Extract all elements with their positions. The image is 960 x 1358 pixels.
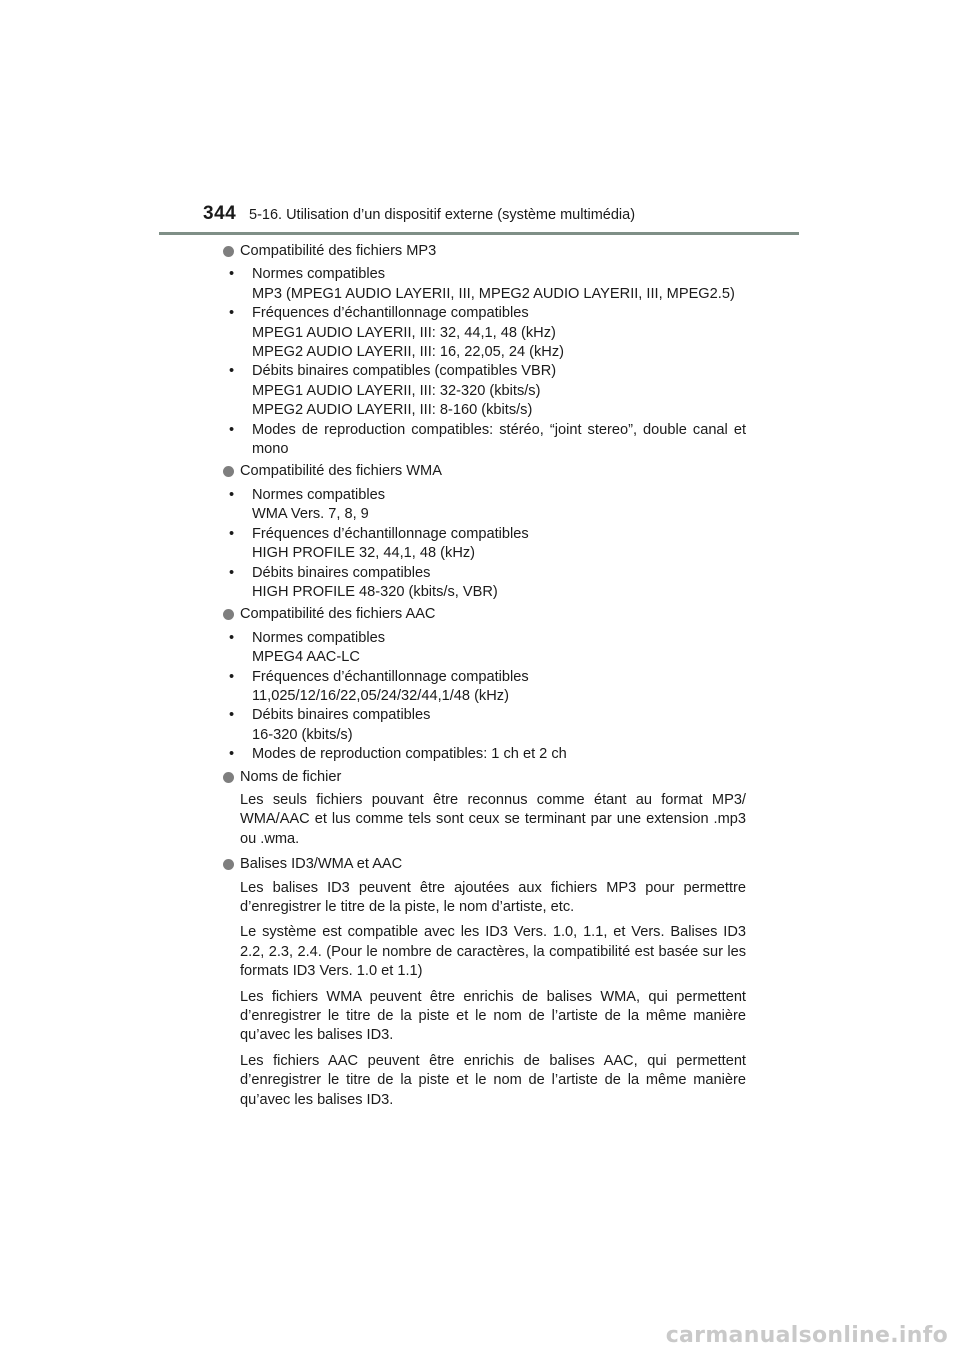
circle-bullet-icon	[223, 609, 234, 620]
section-heading	[223, 768, 746, 787]
list-item-label: Normes compatibles	[252, 266, 386, 283]
section-heading-text: Compatibilité des fichiers WMA	[240, 463, 442, 480]
list-item-body	[252, 265, 746, 304]
header-divider	[159, 232, 799, 235]
list-item-detail: HIGH PROFILE 32, 44,1, 48 (kHz)	[252, 545, 476, 562]
list-item-label: Fréquences d’échantillonnage compatibles	[252, 525, 529, 542]
list-item-body	[252, 486, 746, 525]
bullet-marker: •	[229, 421, 235, 438]
list-item	[229, 706, 746, 745]
list-item-label: Normes compatibles	[252, 486, 386, 503]
section	[223, 605, 746, 764]
list-item-body	[252, 525, 746, 564]
item-list	[229, 265, 746, 459]
list-item-body	[252, 362, 746, 420]
bullet-marker: •	[229, 486, 235, 503]
list-item-label: Modes de reproduction compatibles: 1 ch et 2 ch	[252, 746, 567, 763]
section-heading-text: Balises ID3/WMA et AAC	[240, 856, 403, 873]
item-list	[229, 486, 746, 602]
section-heading	[223, 462, 746, 481]
bullet-marker: •	[229, 668, 235, 685]
list-item	[229, 486, 746, 525]
bullet-marker: •	[229, 629, 235, 646]
list-item-body	[252, 304, 746, 362]
chapter-title: 5-16. Utilisation d’un dispositif externe (système multimédia)	[249, 207, 636, 223]
list-item-body	[252, 745, 746, 764]
list-item	[229, 362, 746, 420]
bullet-marker: •	[229, 746, 235, 763]
section-heading	[223, 855, 746, 874]
list-item-label: Débits binaires compatibles	[252, 564, 431, 581]
item-list	[229, 629, 746, 765]
bullet-marker: •	[229, 363, 235, 380]
list-item-detail: MPEG2 AUDIO LAYERII, III: 8-160 (kbits/s)	[252, 402, 533, 419]
paragraph: Les seuls fichiers pouvant être reconnus comme étant au format MP3/ WMA/AAC et lus comme tels sont ceux se terminant par une extension .mp3 ou .wma.	[240, 791, 746, 847]
bullet-marker: •	[229, 305, 235, 322]
bullet-marker: •	[229, 564, 235, 581]
circle-bullet-icon	[223, 466, 234, 477]
list-item-body	[252, 629, 746, 668]
list-item-label: Fréquences d’échantillonnage compatibles	[252, 305, 529, 322]
paragraph: Les balises ID3 peuvent être ajoutées aux fichiers MP3 pour permettre d’enregistrer le titre de la piste, le nom d’artiste, etc.	[240, 879, 746, 915]
watermark-logo: carmanualsonline.info	[665, 1323, 948, 1348]
section-heading	[223, 605, 746, 624]
section-heading	[223, 242, 746, 261]
section-heading-text: Compatibilité des fichiers MP3	[240, 243, 437, 259]
bullet-marker: •	[229, 266, 235, 283]
list-item-label: Fréquences d’échantillonnage compatibles	[252, 668, 529, 685]
list-item	[229, 668, 746, 707]
section	[223, 855, 746, 1110]
list-item-label: Normes compatibles	[252, 629, 386, 646]
list-item-label: Modes de reproduction compatibles: stéréo, “joint stereo”, double canal et mono	[252, 421, 746, 458]
list-item-body	[252, 706, 746, 745]
list-item	[229, 745, 746, 764]
paragraph: Les fichiers WMA peuvent être enrichis de balises WMA, qui permettent d’enregistrer le titre de la piste et le nom de l’artiste de la même manière qu’avec les balises ID3.	[240, 988, 746, 1044]
list-item-detail: MP3 (MPEG1 AUDIO LAYERII, III, MPEG2 AUDIO LAYERII, III, MPEG2.5)	[252, 285, 735, 302]
list-item	[229, 564, 746, 603]
paragraph: Le système est compatible avec les ID3 Vers. 1.0, 1.1, et Vers. Balises ID3 2.2, 2.3, 2.4. (Pour le nombre de caractères, la compatibilité est basée sur les formats ID3 Vers. 1.0 et 1.1)	[240, 924, 746, 980]
circle-bullet-icon	[223, 859, 234, 870]
list-item-body	[252, 564, 746, 603]
section	[223, 462, 746, 602]
list-item-label: Débits binaires compatibles (compatibles VBR)	[252, 363, 557, 380]
list-item	[229, 304, 746, 362]
section	[223, 768, 746, 850]
list-item-detail: MPEG4 AAC-LC	[252, 649, 360, 666]
section-heading-text: Compatibilité des fichiers AAC	[240, 606, 436, 623]
list-item	[229, 265, 746, 304]
bullet-marker: •	[229, 707, 235, 724]
section-heading-text: Noms de fichier	[240, 768, 342, 785]
list-item	[229, 629, 746, 668]
list-item-detail: MPEG1 AUDIO LAYERII, III: 32-320 (kbits/s)	[252, 382, 541, 399]
list-item-detail: HIGH PROFILE 48-320 (kbits/s, VBR)	[252, 583, 498, 600]
bullet-marker: •	[229, 525, 235, 542]
list-item-body	[252, 421, 746, 460]
page-number: 344	[203, 203, 237, 224]
list-item	[229, 421, 746, 460]
circle-bullet-icon	[223, 246, 234, 257]
list-item-label: Débits binaires compatibles	[252, 707, 431, 724]
paragraph: Les fichiers AAC peuvent être enrichis de balises AAC, qui permettent d’enregistrer le titre de la piste et le nom de l’artiste de la même manière qu’avec les balises ID3.	[240, 1052, 746, 1108]
circle-bullet-icon	[223, 772, 234, 783]
list-item-body	[252, 668, 746, 707]
list-item-detail: 16-320 (kbits/s)	[252, 726, 353, 743]
document-body	[223, 242, 746, 1116]
list-item-detail: MPEG2 AUDIO LAYERII, III: 16, 22,05, 24 (kHz)	[252, 344, 564, 361]
list-item	[229, 525, 746, 564]
list-item-detail: WMA Vers. 7, 8, 9	[252, 506, 369, 523]
section	[223, 242, 746, 459]
list-item-detail: 11,025/12/16/22,05/24/32/44,1/48 (kHz)	[252, 687, 509, 704]
list-item-detail: MPEG1 AUDIO LAYERII, III: 32, 44,1, 48 (kHz)	[252, 324, 556, 341]
